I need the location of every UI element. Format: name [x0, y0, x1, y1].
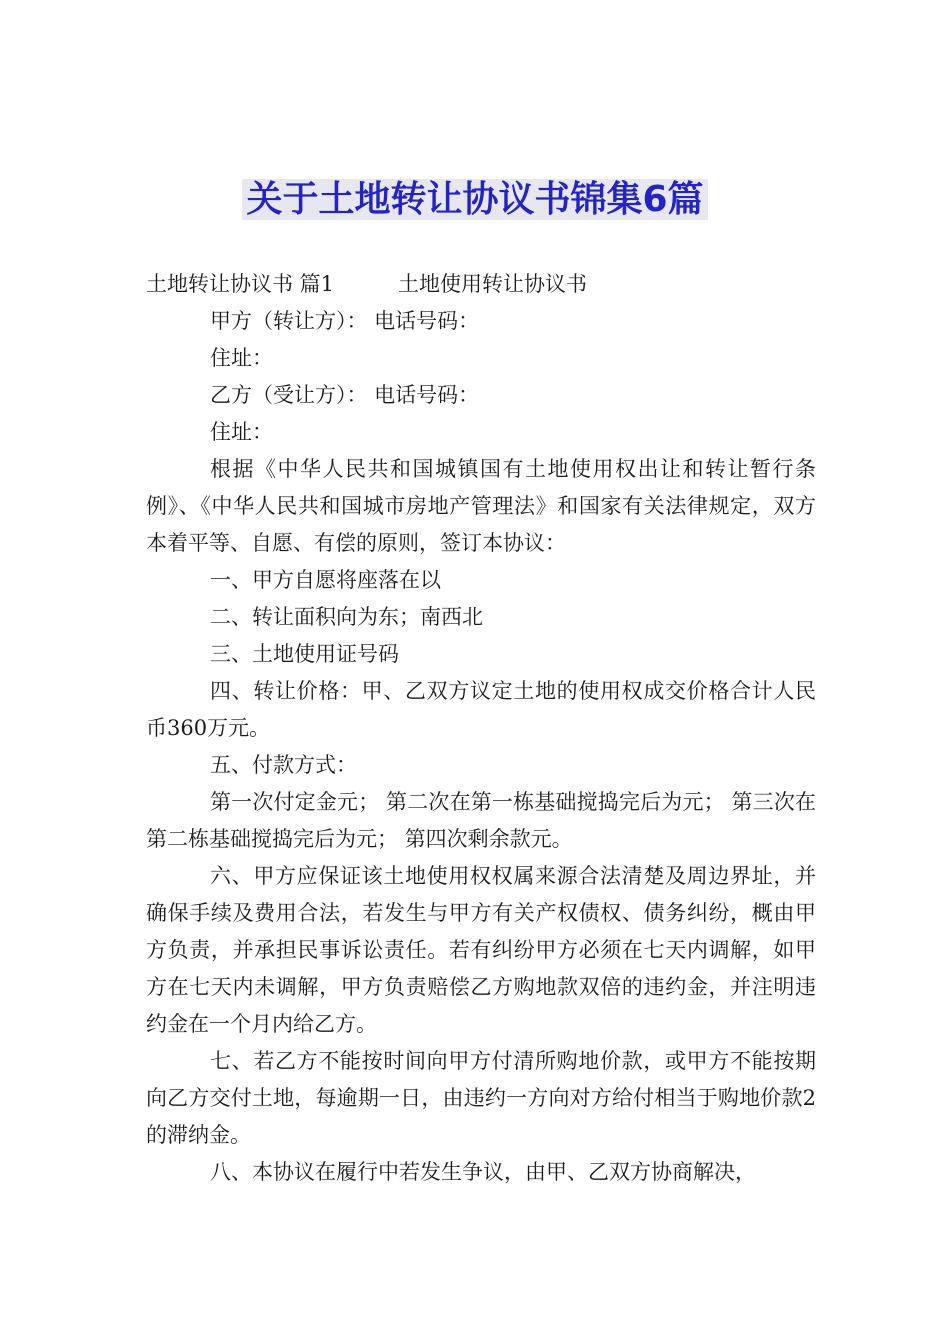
address-a: 住址：: [210, 346, 273, 370]
section-heading: [146, 266, 816, 303]
party-a: 甲方（转让方）： 电话号码：: [210, 309, 480, 333]
clause-6: 六、甲方应保证该土地使用权权属来源合法清楚及周边界址，并确保手续及费用合法，若发生与甲方有关产权债权、债务纠纷，概由甲方负责，并承担民事诉讼责任。若有纠纷甲方必须在七天内调解，如甲方在七天内未调解，甲方负责赔偿乙方购地款双倍的违约金，并注明违约金在一个月内给乙方。: [146, 864, 816, 1036]
heading-right: 土地使用转让协议书: [398, 272, 588, 296]
clause-1: 一、甲方自愿将座落在以: [210, 568, 441, 592]
clause-5: 五、付款方式：: [210, 753, 357, 777]
heading-left: 土地转让协议书 篇1: [146, 272, 335, 296]
clause-8: 八、本协议在履行中若发生争议，由甲、乙双方协商解决，: [210, 1160, 756, 1184]
document-title: [0, 174, 950, 226]
clause-4: 四、转让价格：甲、乙双方议定土地的使用权成交价格合计人民币360万元。: [146, 679, 816, 740]
clause-7: 七、若乙方不能按时间向甲方付清所购地价款，或甲方不能按期向乙方交付土地，每逾期一日，由违约一方向对方给付相当于购地价款2的滞纳金。: [146, 1049, 816, 1147]
party-b: 乙方（受让方）： 电话号码：: [210, 383, 480, 407]
document-body: [146, 266, 816, 1191]
clause-5-detail: 第一次付定金元； 第二次在第一栋基础搅捣完后为元； 第三次在第二栋基础搅捣完后为元； 第四次剩余款元。: [146, 790, 816, 851]
address-b: 住址：: [210, 420, 273, 444]
title-text: 关于土地转让协议书锦集6篇: [242, 179, 707, 220]
clause-2: 二、转让面积向为东；南西北: [210, 605, 483, 629]
clause-3: 三、土地使用证号码: [210, 642, 399, 666]
preamble-paragraph: 根据《中华人民共和国城镇国有土地使用权出让和转让暂行条例》、《中华人民共和国城市房地产管理法》和国家有关法律规定，双方本着平等、自愿、有偿的原则，签订本协议：: [146, 457, 816, 555]
